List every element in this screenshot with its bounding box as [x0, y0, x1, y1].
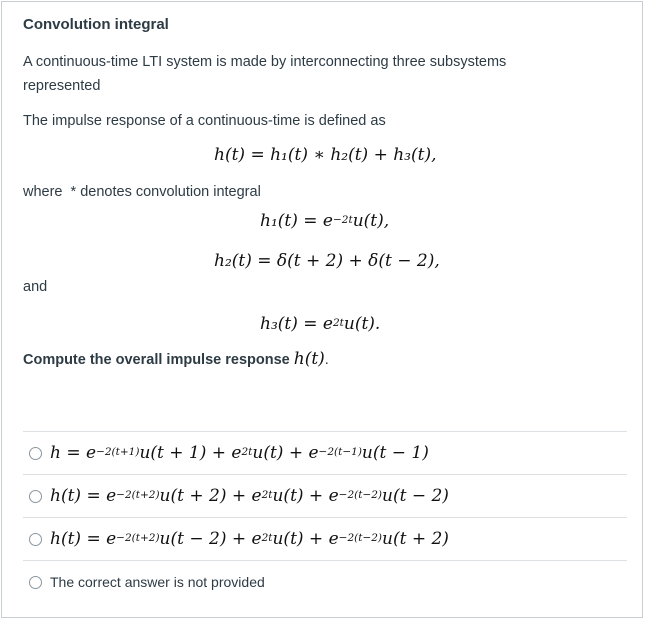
- where-text: where * denotes convolution integral: [23, 184, 261, 200]
- option-2-exponent: −2(t−2): [338, 489, 383, 501]
- equation-h1-rhs: u(t),: [352, 211, 390, 231]
- answer-option-4-text: The correct answer is not provided: [50, 574, 265, 590]
- option-1-part: h = e: [50, 443, 97, 463]
- option-2-part: h(t) = e: [50, 486, 117, 506]
- option-1-exponent: 2t: [241, 446, 253, 458]
- option-3-part: h(t) = e: [50, 529, 117, 549]
- question-prompt-end: .: [324, 352, 329, 368]
- option-2-part: u(t + 2) + e: [159, 486, 262, 506]
- option-1-part: u(t + 1) + e: [139, 443, 242, 463]
- equation-h2: h₂(t) = δ(t + 2) + δ(t − 2),: [214, 251, 440, 271]
- option-2-part: u(t − 2): [382, 486, 449, 506]
- and-text: and: [23, 279, 48, 295]
- option-2-part: u(t) + e: [272, 486, 339, 506]
- radio-button[interactable]: [29, 533, 42, 546]
- answer-option-1[interactable]: [23, 432, 627, 474]
- option-3-part: u(t + 2): [382, 529, 449, 549]
- option-2-exponent: −2(t+2): [116, 489, 160, 501]
- equation-h3-exponent: 2t: [332, 317, 344, 329]
- option-3-part: u(t − 2) + e: [159, 529, 262, 549]
- option-3-exponent: −2(t+2): [116, 532, 160, 544]
- question-prompt: [23, 349, 329, 369]
- radio-button[interactable]: [29, 447, 42, 460]
- question-title: Convolution integral: [23, 16, 169, 33]
- question-prompt-text: Compute the overall impulse response: [23, 352, 290, 368]
- equation-h3-rhs: u(t).: [343, 314, 381, 334]
- equation-h1: [260, 211, 389, 231]
- answer-option-2-math: [50, 486, 449, 506]
- equation-h1-exponent: −2t: [332, 214, 353, 226]
- answer-option-3[interactable]: [23, 518, 627, 560]
- equation-h3-lhs: h₃(t) = e: [260, 314, 333, 334]
- option-1-exponent: −2(t−1): [318, 446, 362, 458]
- option-3-exponent: −2(t−2): [338, 532, 383, 544]
- intro-text: A continuous-time LTI system is made by interconnecting three subsystems represented: [23, 54, 507, 94]
- answer-option-4[interactable]: [23, 561, 627, 603]
- impulse-definition-text: The impulse response of a continuous-time is defined as: [23, 113, 386, 129]
- question-card: [1, 1, 643, 618]
- equation-h3: [260, 314, 380, 334]
- option-3-part: u(t) + e: [272, 529, 339, 549]
- option-1-exponent: −2(t+1): [96, 446, 140, 458]
- equation-h1-lhs: h₁(t) = e: [260, 211, 333, 231]
- radio-button[interactable]: [29, 490, 42, 503]
- option-3-exponent: 2t: [261, 532, 273, 544]
- answer-option-3-math: [50, 529, 449, 549]
- option-2-exponent: 2t: [261, 489, 273, 501]
- option-1-part: u(t − 1): [361, 443, 429, 463]
- equation-h: h(t) = h₁(t) ∗ h₂(t) + h₃(t),: [214, 145, 437, 165]
- question-prompt-math: h(t): [293, 349, 325, 369]
- radio-button[interactable]: [29, 576, 42, 589]
- option-1-part: u(t) + e: [252, 443, 319, 463]
- answer-option-1-math: [50, 443, 429, 463]
- answer-option-2[interactable]: [23, 475, 627, 517]
